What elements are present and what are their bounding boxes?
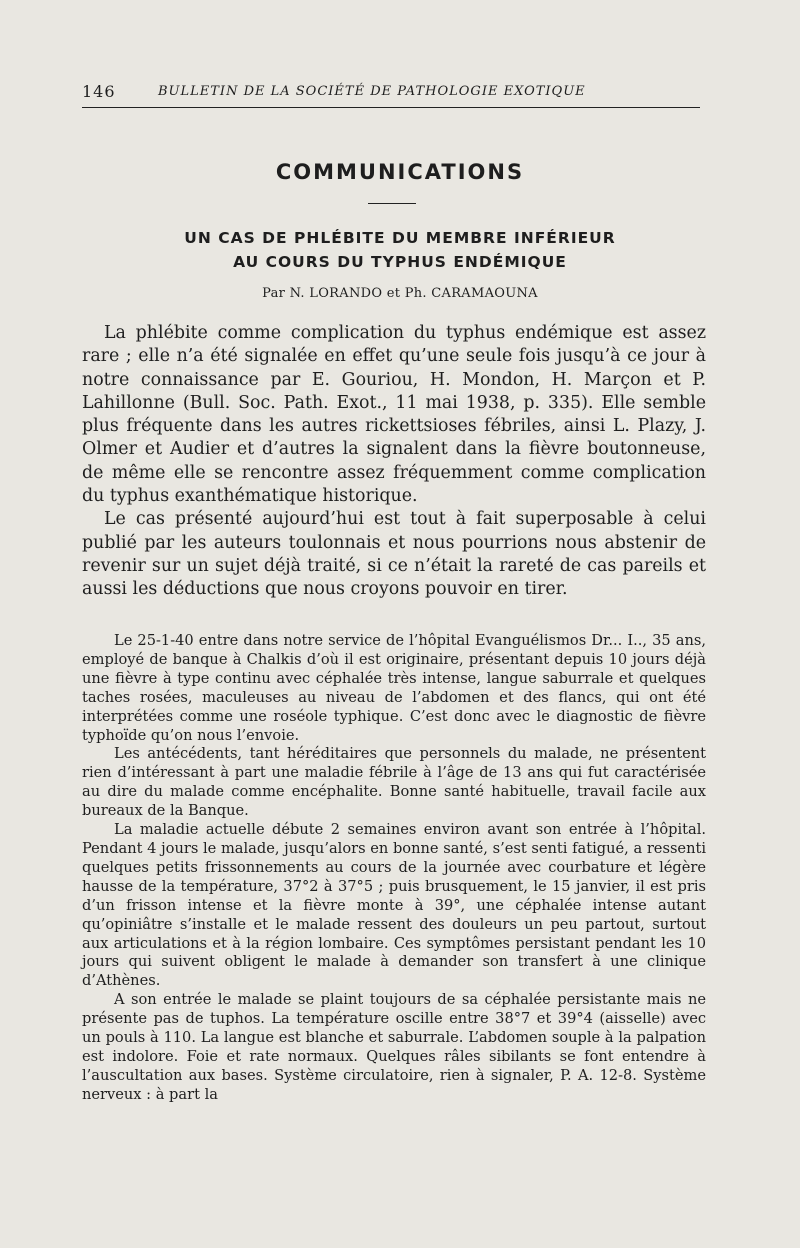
- section-title-rule: [368, 203, 416, 204]
- journal-title: BULLETIN DE LA SOCIÉTÉ DE PATHOLOGIE EXOTIQUE: [158, 84, 586, 99]
- page-number: 146: [82, 82, 116, 101]
- intro-paragraph: Le cas présenté aujourd’hui est tout à fait superposable à celui publié par les auteurs toulonnais et nous pourrions nous abstenir de revenir sur un sujet déjà traité, si ce n’était la rareté de cas pareils et aussi les déductions que nous croyons pouvoir en tirer.: [82, 509, 706, 600]
- header-rule: [82, 107, 700, 108]
- case-report: [82, 632, 706, 1105]
- article-introduction: [82, 322, 706, 602]
- article-title-line-1: UN CAS DE PHLÉBITE DU MEMBRE INFÉRIEUR: [184, 229, 616, 247]
- case-paragraph: Le 25-1-40 entre dans notre service de l’hôpital Evanguélismos Dr... I.., 35 ans, employé de banque à Chalkis d’où il est originaire, présentant depuis 10 jours déjà une fièvre à type continu avec céphalée très intense, langue saburrale et quelques taches rosées, maculeuses au niveau de l’abdomen et des flancs, qui ont été interprétées comme une roséole typhique. C’est donc avec le diagnostic de fièvre typhoïde qu’on nous l’envoie.: [82, 632, 706, 744]
- section-title: COMMUNICATIONS: [275, 160, 525, 184]
- article-byline: Par N. LORANDO et Ph. CARAMAOUNA: [262, 286, 538, 301]
- case-paragraph: A son entrée le malade se plaint toujours de sa céphalée persistante mais ne présente pas de tuphos. La température oscille entre 38°7 et 39°4 (aisselle) avec un pouls à 110. La langue est blanche et saburrale. L’abdomen souple à la palpation est indolore. Foie et rate normaux. Quelques râles sibilants se font entendre à l’auscultation aux bases. Système circulatoire, rien à signaler, P. A. 12-8. Système nerveux : à part la: [82, 991, 706, 1103]
- intro-paragraph: La phlébite comme complication du typhus endémique est assez rare ; elle n’a été signalée en effet qu’une seule fois jusqu’à ce jour à notre connaissance par E. Gouriou, H. Mondon, H. Marçon et P. Lahillonne (Bull. Soc. Path. Exot., 11 mai 1938, p. 335). Elle semble plus fréquente dans les autres rickettsioses fébriles, ainsi L. Plazy, J. Olmer et Audier et d’autres la signalent dans la fièvre boutonneuse, de même elle se rencontre assez fréquemment comme complication du typhus exanthématique historique.: [82, 323, 706, 507]
- case-paragraph: La maladie actuelle débute 2 semaines environ avant son entrée à l’hôpital. Pendant 4 jours le malade, jusqu’alors en bonne santé, s’est senti fatigué, a ressenti quelques petits frissonnements au cours de la journée avec courbature et légère hausse de la température, 37°2 à 37°5 ; puis brusquement, le 15 janvier, il est pris d’un frisson intense et la fièvre monte à 39°, une céphalée intense autant qu’opiniâtre s’installe et le malade ressent des douleurs un peu partout, surtout aux articulations et à la région lombaire. Ces symptômes persistant pendant les 10 jours qui suivent obligent le malade à demander son transfert à une clinique d’Athènes.: [82, 821, 706, 990]
- article-title-line-2: AU COURS DU TYPHUS ENDÉMIQUE: [233, 253, 567, 271]
- article-title: [0, 226, 800, 274]
- case-paragraph: Les antécédents, tant héréditaires que personnels du malade, ne présentent rien d’intéressant à part une maladie fébrile à l’âge de 13 ans qui fut caractérisée au dire du malade comme encéphalite. Bonne santé habituelle, travail facile aux bureaux de la Banque.: [82, 745, 706, 820]
